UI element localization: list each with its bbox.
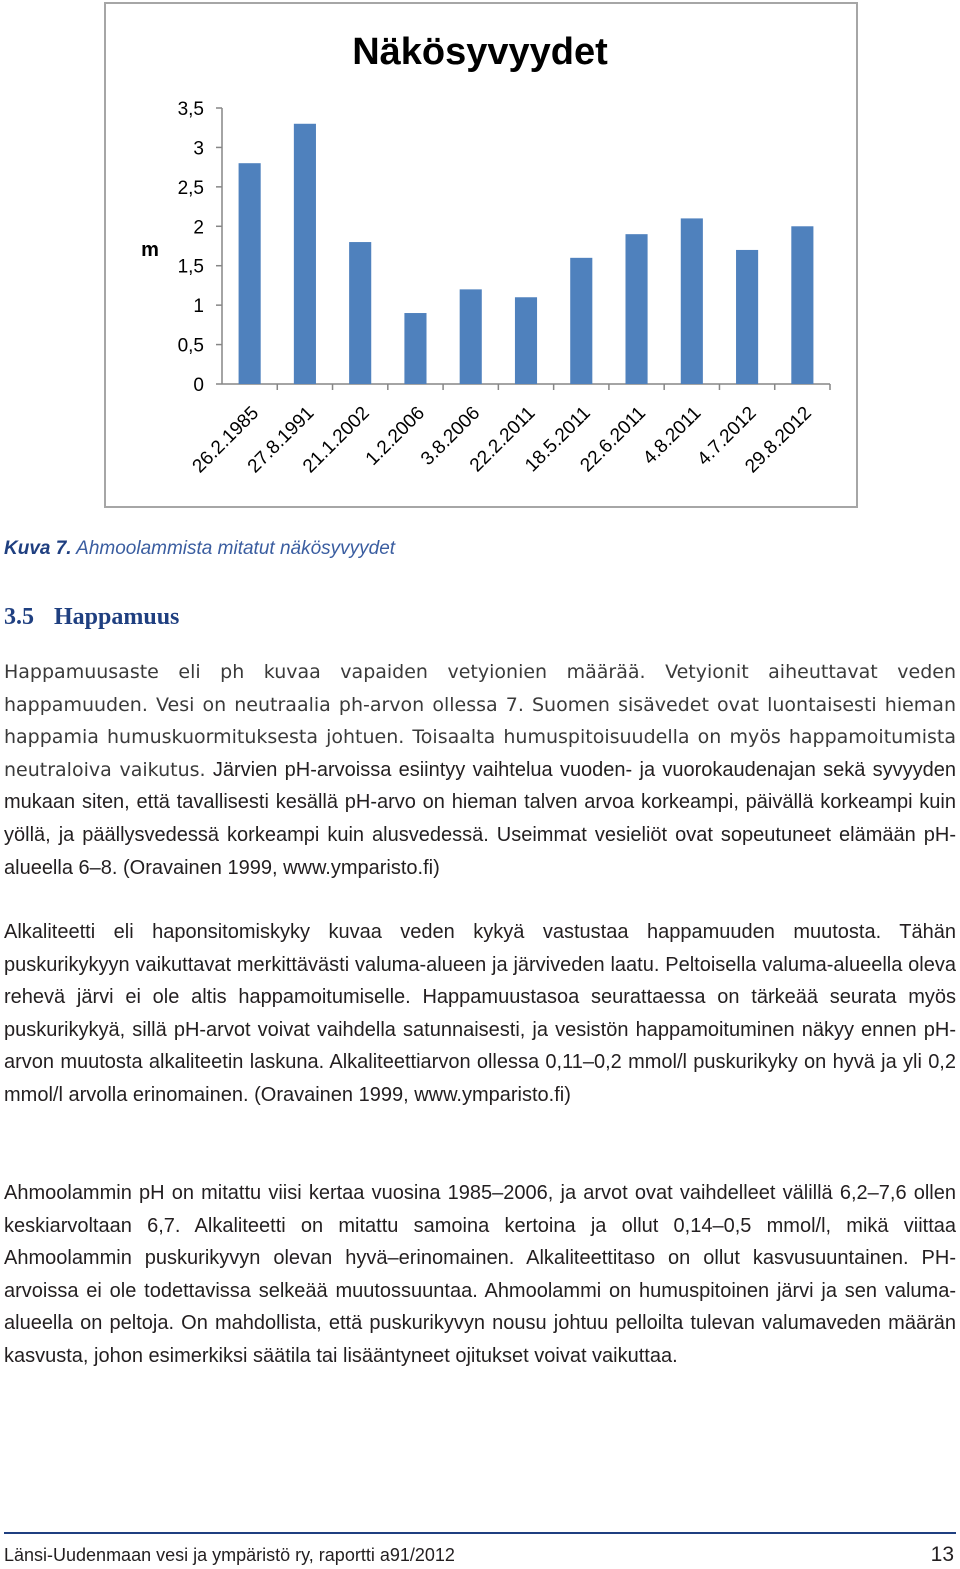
paragraph-1-part-b: Järvien pH-arvoissa esiintyy vaihtelua vuoden- ja vuorokaudenajan sekä syvyyden mukaan siten, että tavallisesti kesällä pH-arvo on hieman talven arvoa korkeampi, päivällä korkeampi kuin yöllä, ja päällysvedessä korkeampi kuin alusvedessä. Useimmat vesieliöt ovat sopeutuneet elämään pH-alueella 6–8. (Oravainen 1999, www.ymparisto.fi)	[4, 758, 957, 879]
x-tick-label: 22.2.2011	[465, 402, 540, 477]
paragraph-1	[4, 656, 956, 884]
caption-text: Ahmoolammista mitatut näkösyvyydet	[71, 538, 396, 559]
paragraph-1-part-a: Happamuusaste eli ph kuvaa vapaiden vetyionien määrää. Vetyionit aiheuttavat veden happamuuden. Vesi on neutraalia ph-arvon ollessa 7. Suomen sisävedet ovat luontaisesti hieman happamia humuskuormituksesta johtuen. Toisaalta humuspitoisuudella on myös happamoitumista neutraloiva vaikutus.	[4, 661, 956, 781]
x-tick-label: 26.2.1985	[188, 402, 264, 478]
section-heading	[4, 604, 179, 631]
y-tick-label: 2	[193, 217, 204, 239]
x-tick-label: 21.1.2002	[299, 402, 374, 478]
bar	[239, 163, 261, 384]
y-tick-label: 3	[193, 138, 204, 160]
y-tick-label: 0,5	[177, 335, 204, 357]
bar	[625, 234, 647, 384]
bar	[515, 297, 537, 384]
y-tick-label: 1,5	[177, 256, 204, 278]
bar	[791, 226, 813, 384]
x-tick-label: 4.8.2011	[639, 402, 706, 469]
y-tick-label: 3,5	[177, 99, 204, 120]
x-tick-label: 29.8.2012	[741, 402, 816, 478]
bar	[736, 250, 758, 384]
y-tick-label: 0	[193, 375, 204, 396]
caption-label: Kuva 7.	[4, 538, 72, 559]
y-tick-label: 2,5	[177, 177, 204, 199]
bar	[570, 258, 592, 384]
y-axis-label: m	[141, 239, 159, 261]
y-tick-label: 1	[193, 296, 204, 318]
page-number: 13	[930, 1543, 954, 1566]
paragraph-3: Ahmoolammin pH on mitattu viisi kertaa vuosina 1985–2006, ja arvot ovat vaihdelleet välillä 6,2–7,6 ollen keskiarvoltaan 6,7. Alkaliteetti on mitattu samoina kertoina ja ollut 0,14–0,5 mmol/l, mikä viittaa Ahmoolammin puskurikyvyn olevan hyvä–erinomainen. Alkaliteettitaso on ollut kasvusuuntainen. PH-arvoissa ei ole todettavissa selkeää muutossuuntaa. Ahmoolammi on humuspitoinen järvi ja sen valuma-alueella on peltoja. On mahdollista, että puskurikyvyn nousu johtuu pelloilta tulevan valumaveden määrän kasvusta, johon esimerkiksi säätila tai lisääntyneet ojitukset voivat vaikuttaa.	[4, 1182, 956, 1367]
section-title: Happamuus	[54, 604, 180, 630]
footer-rule	[4, 1532, 956, 1534]
bar	[404, 313, 426, 384]
section-number: 3.5	[4, 604, 34, 630]
x-tick-label: 3.8.2006	[417, 402, 485, 470]
figure-caption	[4, 538, 395, 560]
footer-publisher: Länsi-Uudenmaan vesi ja ympäristö ry, raportti a91/2012	[4, 1545, 455, 1565]
x-tick-label: 1.2.2006	[361, 402, 429, 470]
chart-title: Näkösyvyydet	[352, 31, 608, 73]
chart-frame	[104, 2, 858, 508]
paragraph-2: Alkaliteetti eli haponsitomiskyky kuvaa veden kykyä vastustaa happamuuden muutosta. Tähän puskurikykyyn vaikuttavat merkittävästi valuma-alueen ja järviveden laatu. Peltoisella valuma-alueella oleva rehevä järvi ei ole altis happamoitumiselle. Happamuustasoa seurattaessa on tärkeää seurata myös puskurikykyä, sillä pH-arvot voivat vaihdella satunnaisesti, ja vesistön happamoituminen näkyy ennen pH-arvon muutosta alkaliteetin laskuna. Alkaliteettiarvon ollessa 0,11–0,2 mmol/l puskurikyky on hyvä ja yli 0,2 mmol/l arvolla erinomainen. (Oravainen 1999, www.ymparisto.fi)	[4, 921, 956, 1106]
bar	[681, 218, 703, 384]
bar	[294, 124, 316, 384]
bar-chart	[106, 4, 856, 506]
x-tick-label: 4.7.2012	[693, 402, 761, 470]
x-tick-label: 27.8.1991	[243, 402, 319, 478]
x-tick-label: 22.6.2011	[576, 402, 651, 477]
bar	[460, 289, 482, 384]
bar	[349, 242, 371, 384]
x-tick-label: 18.5.2011	[521, 402, 595, 477]
